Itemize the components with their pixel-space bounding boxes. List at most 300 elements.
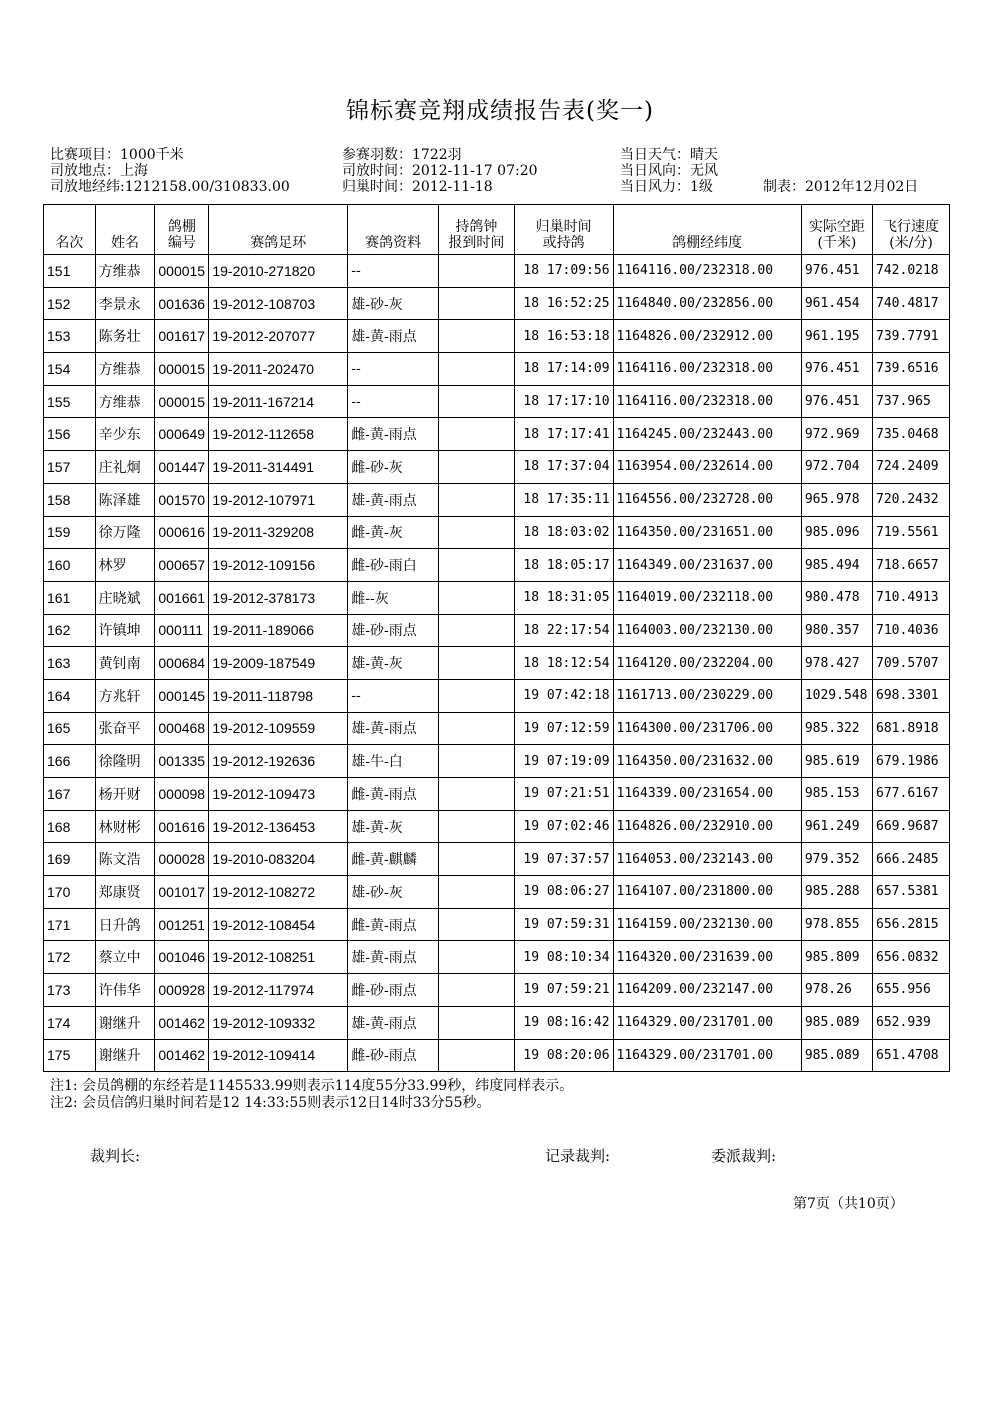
cell-loft: 000145 <box>155 679 209 712</box>
table-row <box>44 320 950 353</box>
cell-ring: 19-2012-136453 <box>209 810 348 843</box>
cell-return-time: 19 08:06:27 <box>514 876 613 909</box>
cell-coordinates: 1164120.00/232204.00 <box>613 647 801 680</box>
cell-name: 方维恭 <box>95 255 155 288</box>
header-coordinates: 鸽棚经纬度 <box>613 205 801 255</box>
made-date: 制表：2012年12月02日 <box>763 179 919 195</box>
cell-rank: 163 <box>44 647 96 680</box>
cell-distance: 972.704 <box>801 451 872 484</box>
cell-speed: 669.9687 <box>873 810 950 843</box>
cell-info: -- <box>348 679 439 712</box>
page-number: 第7页（共10页） <box>793 1196 904 1212</box>
cell-distance: 976.451 <box>801 353 872 386</box>
cell-coordinates: 1163954.00/232614.00 <box>613 451 801 484</box>
table-row <box>44 614 950 647</box>
header-time: 归巢时间 或持鸽 <box>514 205 613 255</box>
header-rank: 名次 <box>44 205 96 255</box>
cell-loft: 001046 <box>155 941 209 974</box>
cell-coordinates: 1164339.00/231654.00 <box>613 778 801 811</box>
cell-clock <box>438 876 514 909</box>
table-row <box>44 418 950 451</box>
cell-distance: 985.619 <box>801 745 872 778</box>
cell-rank: 174 <box>44 1006 96 1039</box>
cell-distance: 972.969 <box>801 418 872 451</box>
cell-ring: 19-2011-329208 <box>209 516 348 549</box>
cell-return-time: 19 07:37:57 <box>514 843 613 876</box>
cell-info: 雌-黄-灰 <box>348 516 439 549</box>
cell-coordinates: 1164053.00/232143.00 <box>613 843 801 876</box>
table-row <box>44 287 950 320</box>
cell-coordinates: 1164329.00/231701.00 <box>613 1039 801 1072</box>
cell-return-time: 18 18:12:54 <box>514 647 613 680</box>
cell-loft: 000657 <box>155 549 209 582</box>
cell-clock <box>438 745 514 778</box>
table-row <box>44 1006 950 1039</box>
cell-loft: 001017 <box>155 876 209 909</box>
cell-coordinates: 1164107.00/231800.00 <box>613 876 801 909</box>
cell-return-time: 18 18:05:17 <box>514 549 613 582</box>
cell-speed: 719.5561 <box>873 516 950 549</box>
cell-ring: 19-2012-207077 <box>209 320 348 353</box>
cell-name: 蔡立中 <box>95 941 155 974</box>
cell-clock <box>438 908 514 941</box>
cell-ring: 19-2012-108251 <box>209 941 348 974</box>
table-row <box>44 255 950 288</box>
cell-loft: 000684 <box>155 647 209 680</box>
cell-ring: 19-2012-109473 <box>209 778 348 811</box>
cell-rank: 156 <box>44 418 96 451</box>
cell-coordinates: 1164826.00/232912.00 <box>613 320 801 353</box>
cell-speed: 666.2485 <box>873 843 950 876</box>
cell-distance: 985.288 <box>801 876 872 909</box>
cell-info: 雄-黄-灰 <box>348 647 439 680</box>
cell-clock <box>438 516 514 549</box>
cell-info: 雄-黄-雨点 <box>348 320 439 353</box>
cell-info: 雌-黄-麒麟 <box>348 843 439 876</box>
cell-name: 徐万隆 <box>95 516 155 549</box>
table-row <box>44 974 950 1007</box>
cell-ring: 19-2010-271820 <box>209 255 348 288</box>
cell-name: 陈务壮 <box>95 320 155 353</box>
cell-clock <box>438 614 514 647</box>
cell-speed: 718.6657 <box>873 549 950 582</box>
cell-clock <box>438 353 514 386</box>
cell-name: 李景永 <box>95 287 155 320</box>
wind-force: 当日风力：1级 <box>620 179 713 195</box>
cell-coordinates: 1164826.00/232910.00 <box>613 810 801 843</box>
cell-return-time: 19 07:12:59 <box>514 712 613 745</box>
cell-info: -- <box>348 353 439 386</box>
cell-rank: 158 <box>44 483 96 516</box>
cell-info: 雄-黄-雨点 <box>348 1006 439 1039</box>
cell-ring: 19-2012-109156 <box>209 549 348 582</box>
cell-loft: 000015 <box>155 385 209 418</box>
cell-info: 雄-砂-灰 <box>348 287 439 320</box>
cell-distance: 976.451 <box>801 385 872 418</box>
cell-coordinates: 1164159.00/232130.00 <box>613 908 801 941</box>
cell-rank: 173 <box>44 974 96 1007</box>
cell-speed: 656.2815 <box>873 908 950 941</box>
cell-speed: 655.956 <box>873 974 950 1007</box>
cell-name: 陈文浩 <box>95 843 155 876</box>
cell-loft: 000015 <box>155 255 209 288</box>
cell-distance: 985.089 <box>801 1006 872 1039</box>
cell-rank: 175 <box>44 1039 96 1072</box>
cell-return-time: 19 07:02:46 <box>514 810 613 843</box>
table-row <box>44 712 950 745</box>
cell-loft: 001636 <box>155 287 209 320</box>
cell-name: 林财彬 <box>95 810 155 843</box>
cell-coordinates: 1164209.00/232147.00 <box>613 974 801 1007</box>
cell-rank: 164 <box>44 679 96 712</box>
race-info-column-3 <box>620 147 718 195</box>
cell-rank: 152 <box>44 287 96 320</box>
cell-return-time: 18 17:17:41 <box>514 418 613 451</box>
cell-rank: 154 <box>44 353 96 386</box>
cell-info: 雄-黄-雨点 <box>348 941 439 974</box>
cell-ring: 19-2012-378173 <box>209 581 348 614</box>
cell-info: 雌-黄-雨点 <box>348 418 439 451</box>
cell-ring: 19-2012-192636 <box>209 745 348 778</box>
cell-name: 林罗 <box>95 549 155 582</box>
table-row <box>44 679 950 712</box>
cell-speed: 735.0468 <box>873 418 950 451</box>
cell-speed: 720.2432 <box>873 483 950 516</box>
cell-clock <box>438 1006 514 1039</box>
cell-return-time: 19 08:16:42 <box>514 1006 613 1039</box>
cell-coordinates: 1164300.00/231706.00 <box>613 712 801 745</box>
wind-direction: 当日风向：无风 <box>620 163 718 179</box>
cell-ring: 19-2011-167214 <box>209 385 348 418</box>
cell-coordinates: 1161713.00/230229.00 <box>613 679 801 712</box>
cell-coordinates: 1164245.00/232443.00 <box>613 418 801 451</box>
cell-return-time: 18 17:09:56 <box>514 255 613 288</box>
cell-distance: 978.427 <box>801 647 872 680</box>
cell-loft: 000111 <box>155 614 209 647</box>
cell-info: 雌-砂-雨点 <box>348 974 439 1007</box>
release-location: 司放地点：上海 <box>50 163 148 179</box>
cell-return-time: 18 16:52:25 <box>514 287 613 320</box>
cell-clock <box>438 941 514 974</box>
cell-clock <box>438 581 514 614</box>
cell-name: 黄钊南 <box>95 647 155 680</box>
cell-name: 庄礼炯 <box>95 451 155 484</box>
cell-coordinates: 1164350.00/231651.00 <box>613 516 801 549</box>
weather: 当日天气：晴天 <box>620 147 718 163</box>
cell-info: -- <box>348 255 439 288</box>
cell-clock <box>438 712 514 745</box>
cell-info: 雄-黄-雨点 <box>348 712 439 745</box>
cell-return-time: 18 22:17:54 <box>514 614 613 647</box>
cell-rank: 168 <box>44 810 96 843</box>
release-time: 司放时间：2012-11-17 07:20 <box>342 163 538 179</box>
cell-name: 庄晓斌 <box>95 581 155 614</box>
table-row <box>44 516 950 549</box>
cell-loft: 001335 <box>155 745 209 778</box>
cell-rank: 169 <box>44 843 96 876</box>
table-row <box>44 745 950 778</box>
cell-speed: 679.1986 <box>873 745 950 778</box>
cell-rank: 170 <box>44 876 96 909</box>
cell-name: 张奋平 <box>95 712 155 745</box>
cell-distance: 961.249 <box>801 810 872 843</box>
cell-info: 雄-黄-灰 <box>348 810 439 843</box>
delegated-referee-label: 委派裁判: <box>711 1147 777 1165</box>
cell-name: 方兆轩 <box>95 679 155 712</box>
header-ring: 赛鸽足环 <box>209 205 348 255</box>
cell-name: 辛少东 <box>95 418 155 451</box>
cell-distance: 985.096 <box>801 516 872 549</box>
table-row <box>44 581 950 614</box>
table-row <box>44 1039 950 1072</box>
cell-ring: 19-2012-108272 <box>209 876 348 909</box>
return-date: 归巢时间：2012-11-18 <box>342 179 493 195</box>
cell-rank: 160 <box>44 549 96 582</box>
cell-coordinates: 1164329.00/231701.00 <box>613 1006 801 1039</box>
cell-distance: 978.26 <box>801 974 872 1007</box>
cell-ring: 19-2012-117974 <box>209 974 348 1007</box>
cell-return-time: 19 07:19:09 <box>514 745 613 778</box>
race-info-column-2 <box>342 147 538 195</box>
cell-name: 日升鸽 <box>95 908 155 941</box>
cell-rank: 171 <box>44 908 96 941</box>
table-row <box>44 843 950 876</box>
cell-clock <box>438 549 514 582</box>
cell-name: 方维恭 <box>95 353 155 386</box>
cell-name: 谢继升 <box>95 1006 155 1039</box>
cell-loft: 001616 <box>155 810 209 843</box>
cell-speed: 710.4913 <box>873 581 950 614</box>
cell-distance: 978.855 <box>801 908 872 941</box>
cell-rank: 172 <box>44 941 96 974</box>
table-row <box>44 876 950 909</box>
cell-clock <box>438 810 514 843</box>
cell-loft: 000028 <box>155 843 209 876</box>
cell-rank: 157 <box>44 451 96 484</box>
cell-return-time: 19 07:42:18 <box>514 679 613 712</box>
cell-ring: 19-2012-112658 <box>209 418 348 451</box>
cell-return-time: 18 17:14:09 <box>514 353 613 386</box>
race-info-column-1 <box>50 147 290 195</box>
cell-rank: 167 <box>44 778 96 811</box>
cell-speed: 677.6167 <box>873 778 950 811</box>
cell-clock <box>438 974 514 1007</box>
table-row <box>44 353 950 386</box>
cell-return-time: 18 18:03:02 <box>514 516 613 549</box>
cell-speed: 710.4036 <box>873 614 950 647</box>
cell-speed: 698.3301 <box>873 679 950 712</box>
cell-loft: 001661 <box>155 581 209 614</box>
cell-speed: 739.6516 <box>873 353 950 386</box>
header-distance: 实际空距 (千米) <box>801 205 872 255</box>
cell-coordinates: 1164349.00/231637.00 <box>613 549 801 582</box>
cell-return-time: 18 17:37:04 <box>514 451 613 484</box>
race-event: 比赛项目：1000千米 <box>50 147 184 163</box>
cell-info: 雌-黄-雨点 <box>348 778 439 811</box>
cell-return-time: 18 16:53:18 <box>514 320 613 353</box>
table-row <box>44 549 950 582</box>
cell-name: 方维恭 <box>95 385 155 418</box>
cell-loft: 000649 <box>155 418 209 451</box>
cell-distance: 961.195 <box>801 320 872 353</box>
cell-loft: 001462 <box>155 1039 209 1072</box>
cell-ring: 19-2011-189066 <box>209 614 348 647</box>
cell-coordinates: 1164556.00/232728.00 <box>613 483 801 516</box>
cell-coordinates: 1164003.00/232130.00 <box>613 614 801 647</box>
cell-distance: 979.352 <box>801 843 872 876</box>
cell-clock <box>438 385 514 418</box>
cell-ring: 19-2009-187549 <box>209 647 348 680</box>
cell-coordinates: 1164116.00/232318.00 <box>613 255 801 288</box>
cell-coordinates: 1164116.00/232318.00 <box>613 353 801 386</box>
notes <box>50 1078 573 1112</box>
note-1: 注1: 会员鸽棚的东经若是1145533.99则表示114度55分33.99秒，纬度同样表示。 <box>50 1078 574 1094</box>
table-row <box>44 810 950 843</box>
cell-ring: 19-2010-083204 <box>209 843 348 876</box>
cell-clock <box>438 255 514 288</box>
cell-loft: 001251 <box>155 908 209 941</box>
table-row <box>44 385 950 418</box>
header-clock: 持鸽钟 报到时间 <box>438 205 514 255</box>
cell-clock <box>438 320 514 353</box>
cell-speed: 724.2409 <box>873 451 950 484</box>
cell-name: 陈泽雄 <box>95 483 155 516</box>
cell-return-time: 18 18:31:05 <box>514 581 613 614</box>
cell-return-time: 19 07:59:31 <box>514 908 613 941</box>
cell-info: 雌-砂-雨白 <box>348 549 439 582</box>
cell-speed: 657.5381 <box>873 876 950 909</box>
cell-info: 雄-砂-雨点 <box>348 614 439 647</box>
cell-info: 雄-牛-白 <box>348 745 439 778</box>
cell-loft: 001617 <box>155 320 209 353</box>
cell-name: 郑康贤 <box>95 876 155 909</box>
cell-ring: 19-2012-109414 <box>209 1039 348 1072</box>
cell-return-time: 19 07:21:51 <box>514 778 613 811</box>
cell-name: 徐隆明 <box>95 745 155 778</box>
cell-distance: 985.809 <box>801 941 872 974</box>
cell-loft: 000616 <box>155 516 209 549</box>
cell-rank: 151 <box>44 255 96 288</box>
cell-loft: 001462 <box>155 1006 209 1039</box>
recording-referee-label: 记录裁判: <box>545 1147 611 1165</box>
cell-clock <box>438 679 514 712</box>
cell-ring: 19-2011-314491 <box>209 451 348 484</box>
cell-speed: 656.0832 <box>873 941 950 974</box>
cell-coordinates: 1164350.00/231632.00 <box>613 745 801 778</box>
cell-loft: 000015 <box>155 353 209 386</box>
cell-name: 谢继升 <box>95 1039 155 1072</box>
cell-loft: 000928 <box>155 974 209 1007</box>
cell-return-time: 18 17:35:11 <box>514 483 613 516</box>
cell-speed: 739.7791 <box>873 320 950 353</box>
cell-ring: 19-2012-108454 <box>209 908 348 941</box>
cell-clock <box>438 1039 514 1072</box>
entry-count: 参赛羽数：1722羽 <box>342 147 462 163</box>
cell-return-time: 19 08:20:06 <box>514 1039 613 1072</box>
cell-speed: 681.8918 <box>873 712 950 745</box>
cell-clock <box>438 418 514 451</box>
cell-ring: 19-2011-202470 <box>209 353 348 386</box>
cell-ring: 19-2012-108703 <box>209 287 348 320</box>
cell-name: 许镇坤 <box>95 614 155 647</box>
cell-info: 雌-黄-雨点 <box>348 908 439 941</box>
cell-ring: 19-2011-118798 <box>209 679 348 712</box>
cell-info: 雄-黄-雨点 <box>348 483 439 516</box>
cell-info: 雌-砂-灰 <box>348 451 439 484</box>
cell-loft: 001570 <box>155 483 209 516</box>
cell-ring: 19-2012-109559 <box>209 712 348 745</box>
header-loft: 鸽棚 编号 <box>155 205 209 255</box>
cell-rank: 162 <box>44 614 96 647</box>
cell-distance: 985.494 <box>801 549 872 582</box>
cell-distance: 980.478 <box>801 581 872 614</box>
cell-speed: 651.4708 <box>873 1039 950 1072</box>
cell-ring: 19-2012-107971 <box>209 483 348 516</box>
cell-rank: 153 <box>44 320 96 353</box>
cell-info: -- <box>348 385 439 418</box>
cell-clock <box>438 843 514 876</box>
cell-distance: 976.451 <box>801 255 872 288</box>
cell-distance: 965.978 <box>801 483 872 516</box>
cell-distance: 985.153 <box>801 778 872 811</box>
cell-clock <box>438 778 514 811</box>
cell-info: 雄-砂-灰 <box>348 876 439 909</box>
cell-return-time: 18 17:17:10 <box>514 385 613 418</box>
cell-loft: 000098 <box>155 778 209 811</box>
table-row <box>44 778 950 811</box>
cell-coordinates: 1164840.00/232856.00 <box>613 287 801 320</box>
cell-return-time: 19 08:10:34 <box>514 941 613 974</box>
cell-ring: 19-2012-109332 <box>209 1006 348 1039</box>
results-table <box>43 204 950 1072</box>
note-2: 注2: 会员信鸽归巢时间若是12 14:33:55则表示12日14时33分55秒。 <box>50 1095 491 1111</box>
cell-distance: 985.322 <box>801 712 872 745</box>
table-row <box>44 451 950 484</box>
cell-name: 杨开财 <box>95 778 155 811</box>
table-row <box>44 941 950 974</box>
cell-info: 雌--灰 <box>348 581 439 614</box>
cell-distance: 961.454 <box>801 287 872 320</box>
cell-distance: 980.357 <box>801 614 872 647</box>
cell-rank: 161 <box>44 581 96 614</box>
cell-rank: 155 <box>44 385 96 418</box>
cell-speed: 737.965 <box>873 385 950 418</box>
cell-distance: 985.089 <box>801 1039 872 1072</box>
release-coordinates: 司放地经纬:1212158.00/310833.00 <box>50 179 290 195</box>
header-info: 赛鸽资料 <box>348 205 439 255</box>
cell-clock <box>438 287 514 320</box>
cell-speed: 740.4817 <box>873 287 950 320</box>
table-header-row <box>44 205 950 255</box>
cell-name: 许伟华 <box>95 974 155 1007</box>
cell-coordinates: 1164019.00/232118.00 <box>613 581 801 614</box>
cell-clock <box>438 647 514 680</box>
cell-speed: 709.5707 <box>873 647 950 680</box>
cell-speed: 742.0218 <box>873 255 950 288</box>
cell-coordinates: 1164116.00/232318.00 <box>613 385 801 418</box>
cell-info: 雌-砂-雨点 <box>348 1039 439 1072</box>
cell-distance: 1029.548 <box>801 679 872 712</box>
table-row <box>44 647 950 680</box>
cell-clock <box>438 451 514 484</box>
report-title: 锦标赛竞翔成绩报告表(奖一) <box>346 98 654 124</box>
table-row <box>44 908 950 941</box>
cell-coordinates: 1164320.00/231639.00 <box>613 941 801 974</box>
cell-loft: 001447 <box>155 451 209 484</box>
header-name: 姓名 <box>95 205 155 255</box>
cell-clock <box>438 483 514 516</box>
cell-speed: 652.939 <box>873 1006 950 1039</box>
